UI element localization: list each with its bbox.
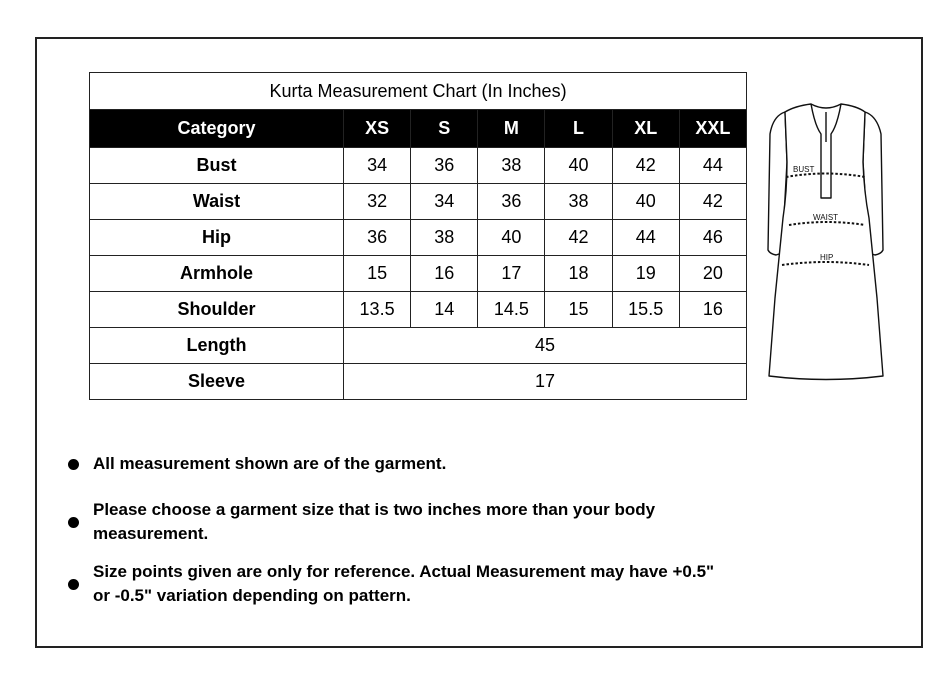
cell-value: 40 [545,148,612,184]
cell-value: 42 [679,184,746,220]
cell-value: 18 [545,256,612,292]
cell-value: 36 [344,220,411,256]
header-size-l: L [545,110,612,148]
cell-value: 36 [411,148,478,184]
table-row-length [90,328,747,364]
row-label: Length [90,328,344,364]
cell-value: 13.5 [344,292,411,328]
cell-value: 14 [411,292,478,328]
measurement-table [89,72,747,400]
note-item [68,498,708,546]
cell-value: 38 [411,220,478,256]
header-size-xxl: XXL [679,110,746,148]
table-row-hip [90,220,747,256]
kurta-outline [768,104,883,380]
row-label: Shoulder [90,292,344,328]
cell-value: 38 [478,148,545,184]
header-category: Category [90,110,344,148]
bullet-icon [68,517,79,528]
note-text: Size points given are only for reference. Actual Measurement may have +0.5" or -0.5" variation depending on pattern. [93,562,715,605]
note-item [68,560,728,608]
row-label: Bust [90,148,344,184]
cell-value: 16 [411,256,478,292]
header-size-xs: XS [344,110,411,148]
row-label: Sleeve [90,364,344,400]
cell-value: 36 [478,184,545,220]
table-row-waist [90,184,747,220]
cell-value: 15 [344,256,411,292]
cell-value-merged: 45 [344,328,747,364]
cell-value: 20 [679,256,746,292]
table-header-row [90,110,747,148]
note-text: All measurement shown are of the garment. [93,454,447,473]
cell-value: 42 [612,148,679,184]
cell-value: 17 [478,256,545,292]
header-size-m: M [478,110,545,148]
table-row-bust [90,148,747,184]
cell-value: 19 [612,256,679,292]
cell-value-merged: 17 [344,364,747,400]
row-label: Armhole [90,256,344,292]
cell-value: 40 [478,220,545,256]
cell-value: 44 [679,148,746,184]
header-size-s: S [411,110,478,148]
waist-label: WAIST [813,213,839,222]
cell-value: 16 [679,292,746,328]
cell-value: 44 [612,220,679,256]
row-label: Waist [90,184,344,220]
table-row-sleeve [90,364,747,400]
bullet-icon [68,459,79,470]
cell-value: 34 [411,184,478,220]
bust-label: BUST [793,165,815,174]
cell-value: 15 [545,292,612,328]
table-row-shoulder [90,292,747,328]
table-title-row [90,73,747,110]
hip-label: HIP [820,253,834,262]
cell-value: 40 [612,184,679,220]
table-title: Kurta Measurement Chart (In Inches) [90,73,747,110]
note-item [68,452,446,476]
cell-value: 46 [679,220,746,256]
table-row-armhole [90,256,747,292]
cell-value: 32 [344,184,411,220]
note-text: Please choose a garment size that is two inches more than your body measurement. [93,500,656,543]
cell-value: 15.5 [612,292,679,328]
bullet-icon [68,579,79,590]
row-label: Hip [90,220,344,256]
kurta-illustration [765,102,887,384]
cell-value: 14.5 [478,292,545,328]
cell-value: 42 [545,220,612,256]
header-size-xl: XL [612,110,679,148]
cell-value: 34 [344,148,411,184]
cell-value: 38 [545,184,612,220]
